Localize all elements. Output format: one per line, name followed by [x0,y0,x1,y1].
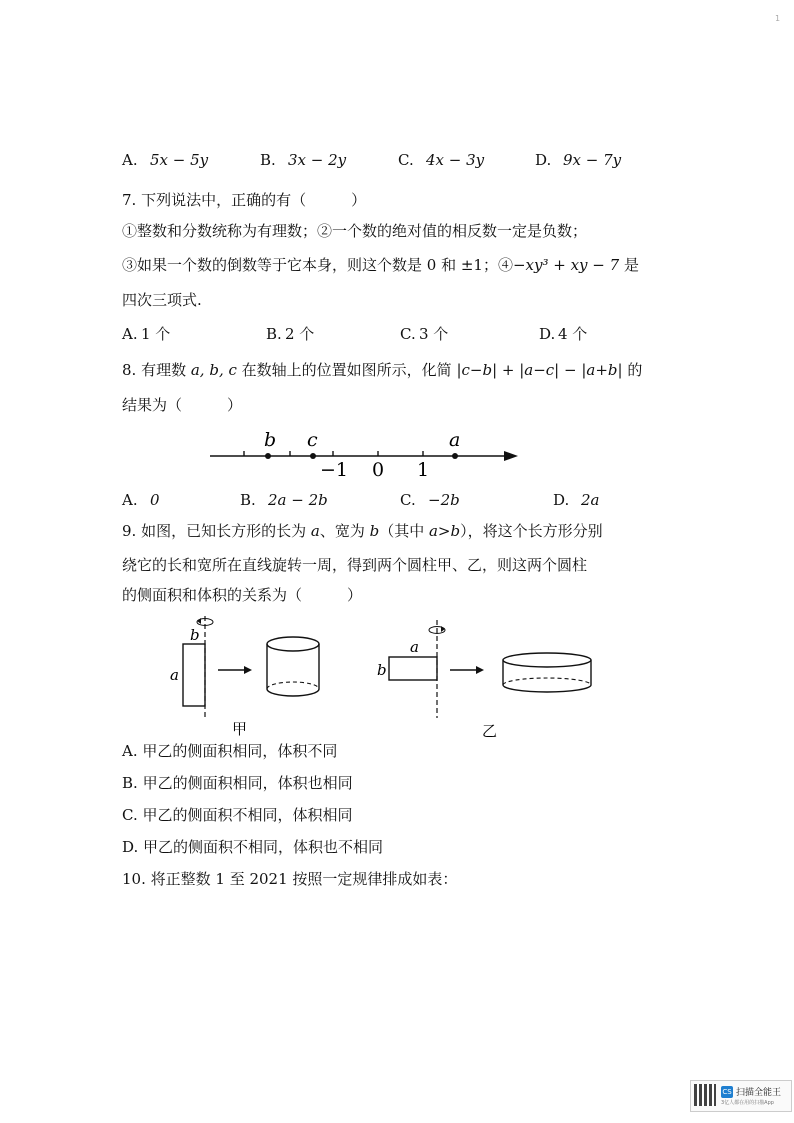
q7-line2-expr: −xy³ + xy − 7 [512,256,620,274]
q6-options [0,150,794,172]
tick-label-0: 0 [372,459,385,481]
q7-line2-text: ③如果一个数的倒数等于它本身，则这个数是 0 和 ±1；④ [122,256,513,274]
q9-option-d [122,837,383,857]
tick-label-minus-1: −1 [320,459,349,481]
q7-option-b-label: B. [266,325,282,343]
cylinder-yi [503,653,591,692]
q8-option-a-label: A. [122,491,138,509]
q7-option-d-text: 4 个 [558,325,588,343]
q8-stem-text-3: 的 [622,361,643,379]
point-c [310,453,316,459]
scanner-badge [690,1080,792,1112]
q6-option-b-expr: 3x − 2y [288,151,347,169]
q8-options [0,490,794,512]
q7-option-c-label: C. [400,325,416,343]
q9-option-d-label: D. [122,838,139,856]
q6-option-d-label: D. [535,151,552,169]
q8-stem-expr: |c−b| + |a−c| − |a+b| [456,361,623,379]
q9-line1-text-4: ），将这个长方形分别 [460,522,603,540]
q9-option-a-text: 甲乙的侧面积相同，体积不同 [142,742,338,760]
qr-code-icon [694,1084,716,1106]
q8-option-a-expr: 0 [150,491,160,509]
label-yi-a: a [410,638,419,656]
q6-option-b-label: B. [260,151,276,169]
label-yi-b: b [377,661,387,679]
q8-option-c-expr: −2b [428,491,460,509]
q9-line3: 的侧面积和体积的关系为（ ） [122,586,363,604]
q9-line1 [122,521,603,541]
q7-line2 [122,255,639,275]
scanner-app-name: 扫描全能王 [736,1088,782,1098]
q7-option-c-text: 3 个 [419,325,449,343]
q9-condition: a>b [428,522,461,540]
q10-stem: 10. 将正整数 1 至 2021 按照一定规律排成如表： [122,870,458,888]
q8-stem-vars: a, b, c [190,361,237,379]
q9-option-c-label: C. [122,806,138,824]
figure-yi-rectangle [389,620,445,718]
q9-option-a [122,741,337,761]
q6-option-d-expr: 9x − 7y [563,151,622,169]
cylinder-jia [267,637,319,696]
q9-var-a: a [310,522,320,540]
q9-line1-text-1: 9. 如图，已知长方形的长为 [122,522,311,540]
tick-label-1: 1 [417,459,430,481]
scanner-tagline: 3亿人都在用的扫描App [721,1100,774,1106]
q6-option-a-label: A. [122,151,138,169]
label-jia-a: a [170,666,179,684]
point-b [265,453,271,459]
q9-line1-text-3: （其中 [379,522,429,540]
arrow-jia [218,666,252,674]
q9-line1-text-2: 、宽为 [319,522,370,540]
q8-option-c-label: C. [400,491,416,509]
q8-number-line [200,420,530,482]
q7-option-d-label: D. [539,325,556,343]
q8-stem [122,360,642,380]
page-mark: 1 [775,14,781,23]
q7-line2-tail: 是 [619,256,639,274]
q9-figure [160,612,620,742]
q8-stem-text-1: 8. 有理数 [122,361,191,379]
label-jia: 甲 [232,720,248,738]
q9-var-b: b [369,522,380,540]
point-a [452,453,458,459]
q8-option-b-label: B. [240,491,256,509]
q8-option-b-expr: 2a − 2b [268,491,328,509]
q6-option-c-label: C. [398,151,414,169]
q9-option-b-label: B. [122,774,138,792]
q9-option-d-text: 甲乙的侧面积不相同，体积也不相同 [143,838,384,856]
q7-option-b-text: 2 个 [285,325,315,343]
q7-options [0,324,794,346]
q9-option-b [122,773,353,793]
q9-option-c-text: 甲乙的侧面积不相同，体积相同 [142,806,353,824]
q7-option-a-label: A. [122,325,138,343]
cs-logo-icon: CS [722,1088,732,1096]
q9-option-c [122,805,353,825]
q9-line2: 绕它的长和宽所在直线旋转一周，得到两个圆柱甲、乙，则这两个圆柱 [122,556,588,574]
point-label-c: c [307,429,318,451]
q8-option-d-expr: 2a [581,491,600,509]
q7-stem: 7. 下列说法中，正确的有（ ） [122,191,367,209]
q6-option-c-expr: 4x − 3y [426,151,485,169]
label-jia-b: b [190,626,200,644]
point-label-b: b [264,429,277,451]
q7-line3: 四次三项式. [122,291,202,309]
arrow-yi [450,666,484,674]
q7-line1: ①整数和分数统称为有理数；②一个数的绝对值的相反数一定是负数； [122,222,588,240]
q6-option-a-expr: 5x − 5y [150,151,209,169]
q7-option-a-text: 1 个 [141,325,171,343]
label-yi: 乙 [482,722,498,740]
q8-stem-text-2: 在数轴上的位置如图所示，化简 [236,361,457,379]
number-line-arrow [504,451,518,461]
point-label-a: a [449,429,461,451]
q9-option-a-label: A. [122,742,138,760]
q8-line2: 结果为（ ） [122,396,243,414]
q9-option-b-text: 甲乙的侧面积相同，体积也相同 [142,774,353,792]
q8-option-d-label: D. [553,491,570,509]
